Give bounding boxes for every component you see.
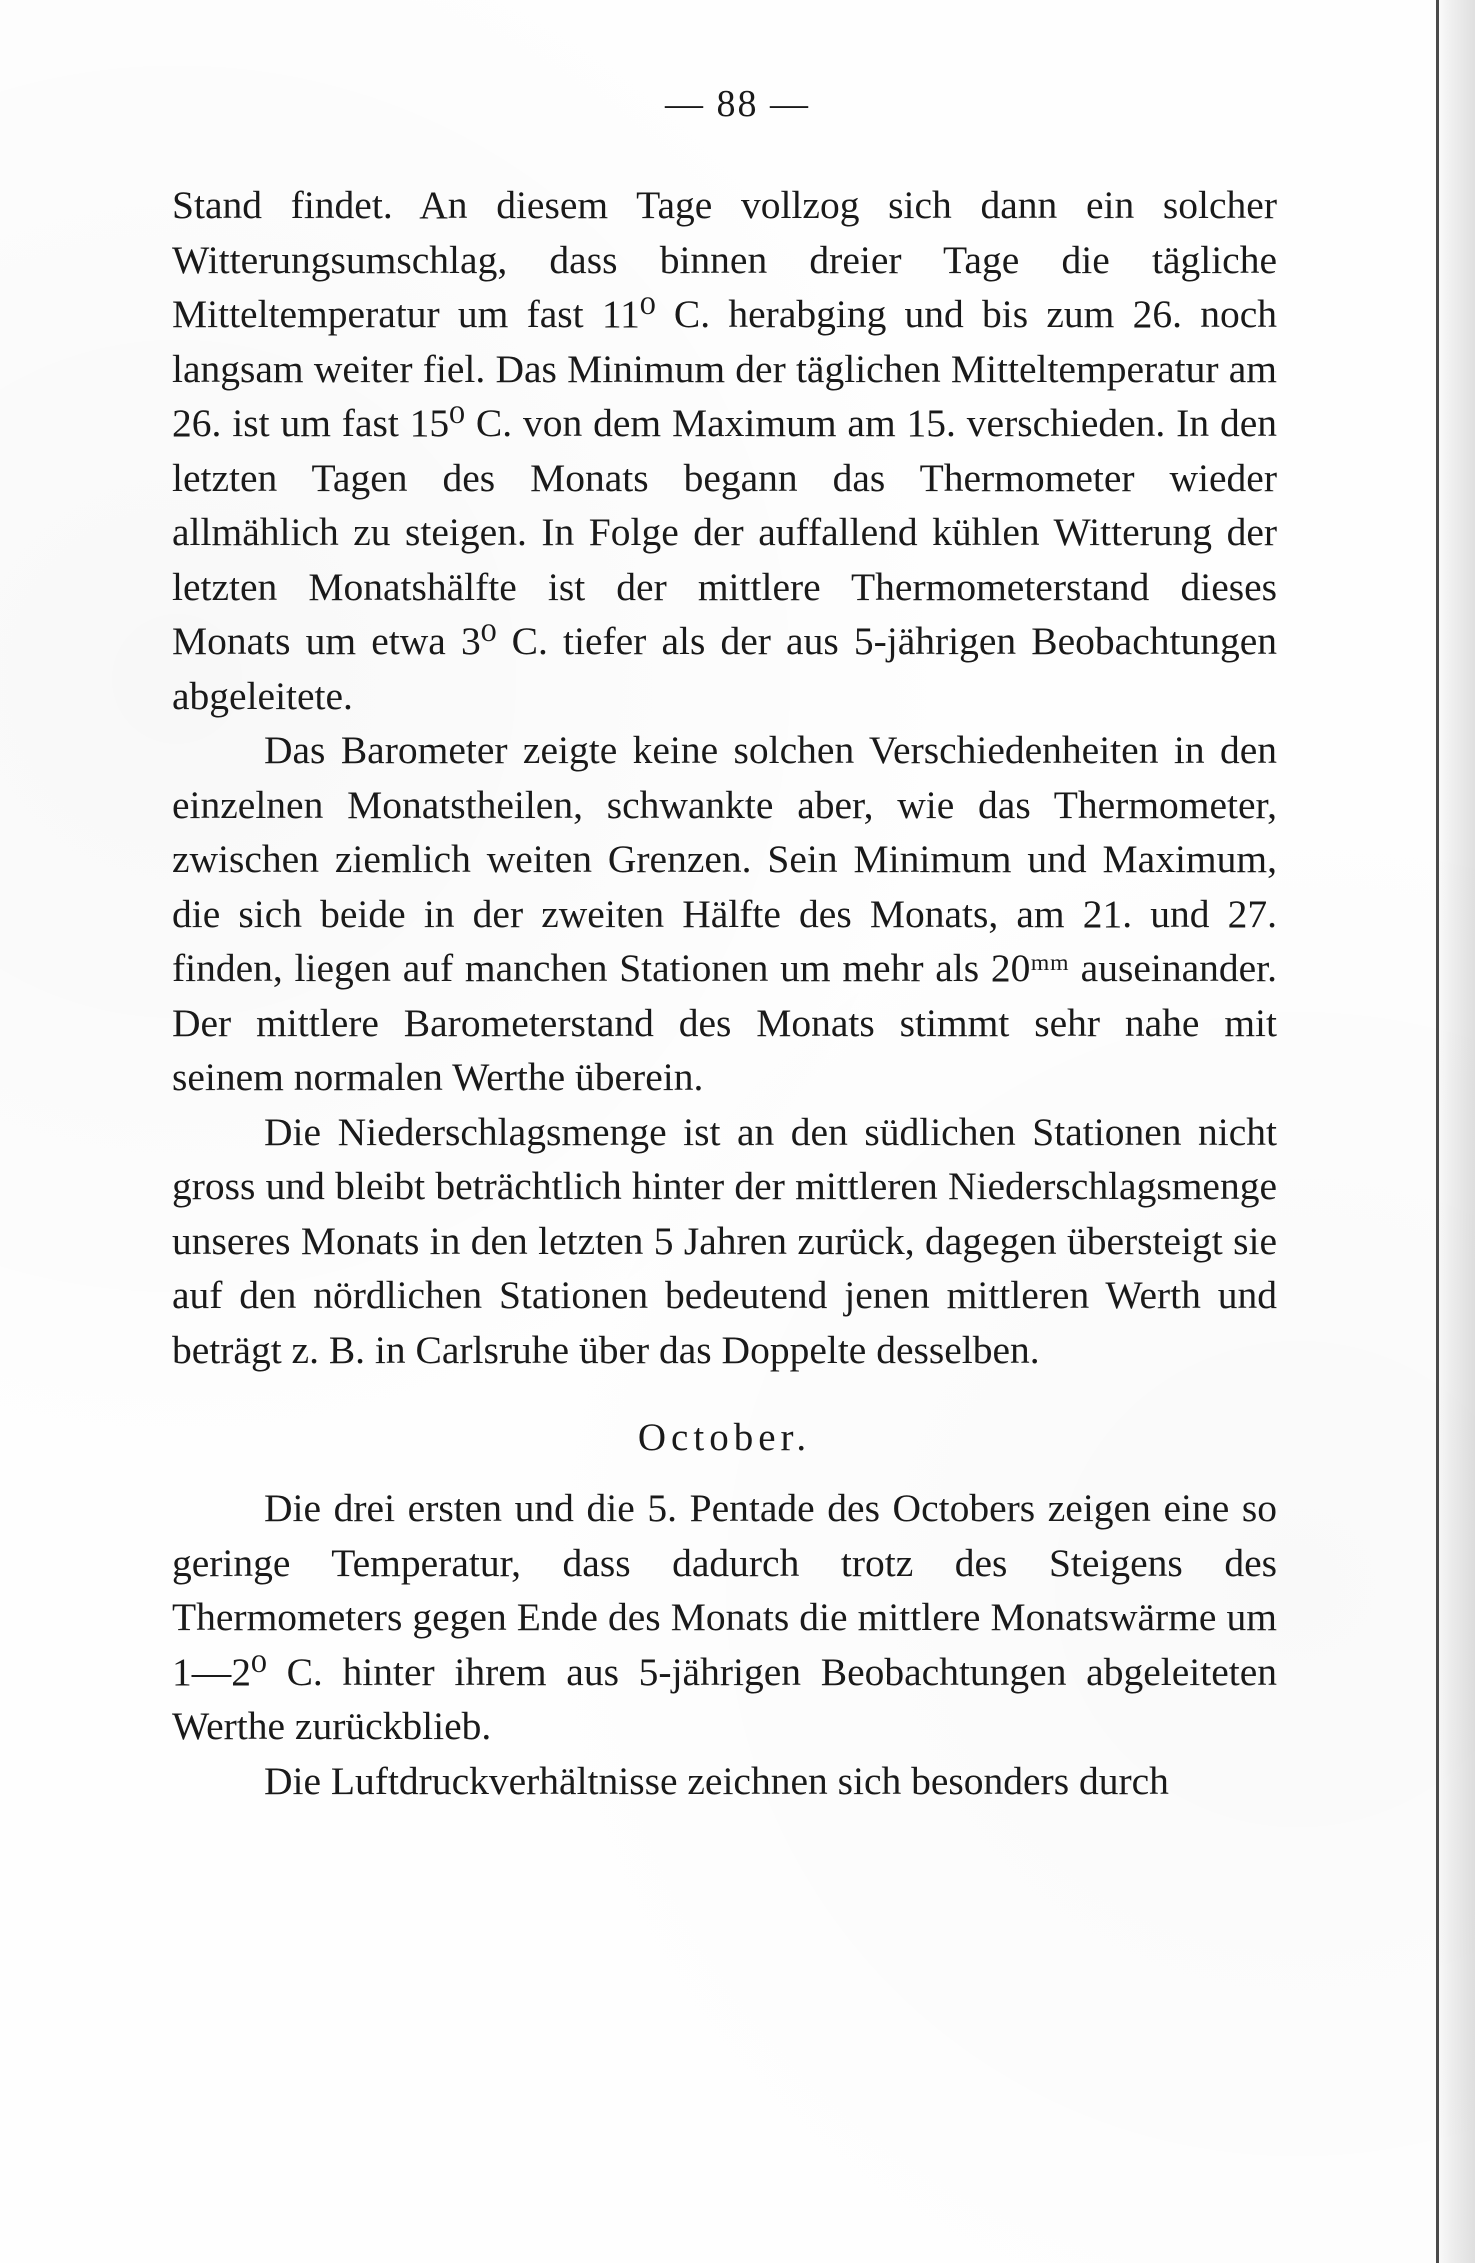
- section-heading-october: October.: [637, 1416, 812, 1459]
- paragraph-continuation-temperature: Stand findet. An diesem Tage vollzog sich dann ein solcher Witterungsumschlag, dass binnen dreier Tage die tägliche Mitteltemperatur um fast 11⁰ C. herabging und bis zum 26. noch langsam weiter fiel. Das Minimum der täglichen Mitteltemperatur am 26. ist um fast 15⁰ C. von dem Maximum am 15. verschieden. In den letzten Tagen des Monats begann das Thermometer wieder allmählich zu steigen. In Folge der auffallend kühlen Witterung der letzten Monatshälfte ist der mittlere Thermometerstand dieses Monats um etwa 3⁰ C. tiefer als der aus 5-jährigen Beobachtungen abgeleitete.: [172, 183, 1277, 718]
- page-edge-rule: [1436, 0, 1439, 2263]
- page-number: — 88 —: [665, 83, 810, 125]
- paragraph-precipitation: Die Niederschlagsmenge ist an den südlichen Stationen nicht gross und bleibt beträchtlich hinter der mittleren Niederschlagsmenge unseres Monats in den letzten 5 Jahren zurück, dagegen übersteigt sie auf den nördlichen Stationen bedeutend jenen mittleren Werth und beträgt z. B. in Carlsruhe über das Doppelte desselben.: [172, 1109, 1277, 1372]
- paragraph-october-air-pressure: Die Luftdruckverhältnisse zeichnen sich besonders durch: [264, 1758, 1169, 1803]
- page-body: [172, 178, 1277, 1808]
- paragraph-october-temperature: Die drei ersten und die 5. Pentade des Octobers zeigen eine so geringe Temperatur, dass dadurch trotz des Steigens des Thermometers gegen Ende des Monats die mittlere Monatswärme um 1—2⁰ C. hinter ihrem aus 5-jährigen Beobachtungen abgeleiteten Werthe zurückblieb.: [172, 1486, 1277, 1748]
- page-edge-shadow: [1435, 0, 1475, 2263]
- paragraph-barometer: Das Barometer zeigte keine solchen Verschiedenheiten in den einzelnen Monatstheilen, schwankte aber, wie das Thermometer, zwischen ziemlich weiten Grenzen. Sein Minimum und Maximum, die sich beide in der zweiten Hälfte des Monats, am 21. und 27. finden, liegen auf manchen Stationen um mehr als 20ᵐᵐ auseinander. Der mittlere Barometerstand des Monats stimmt sehr nahe mit seinem normalen Werthe überein.: [172, 728, 1277, 1099]
